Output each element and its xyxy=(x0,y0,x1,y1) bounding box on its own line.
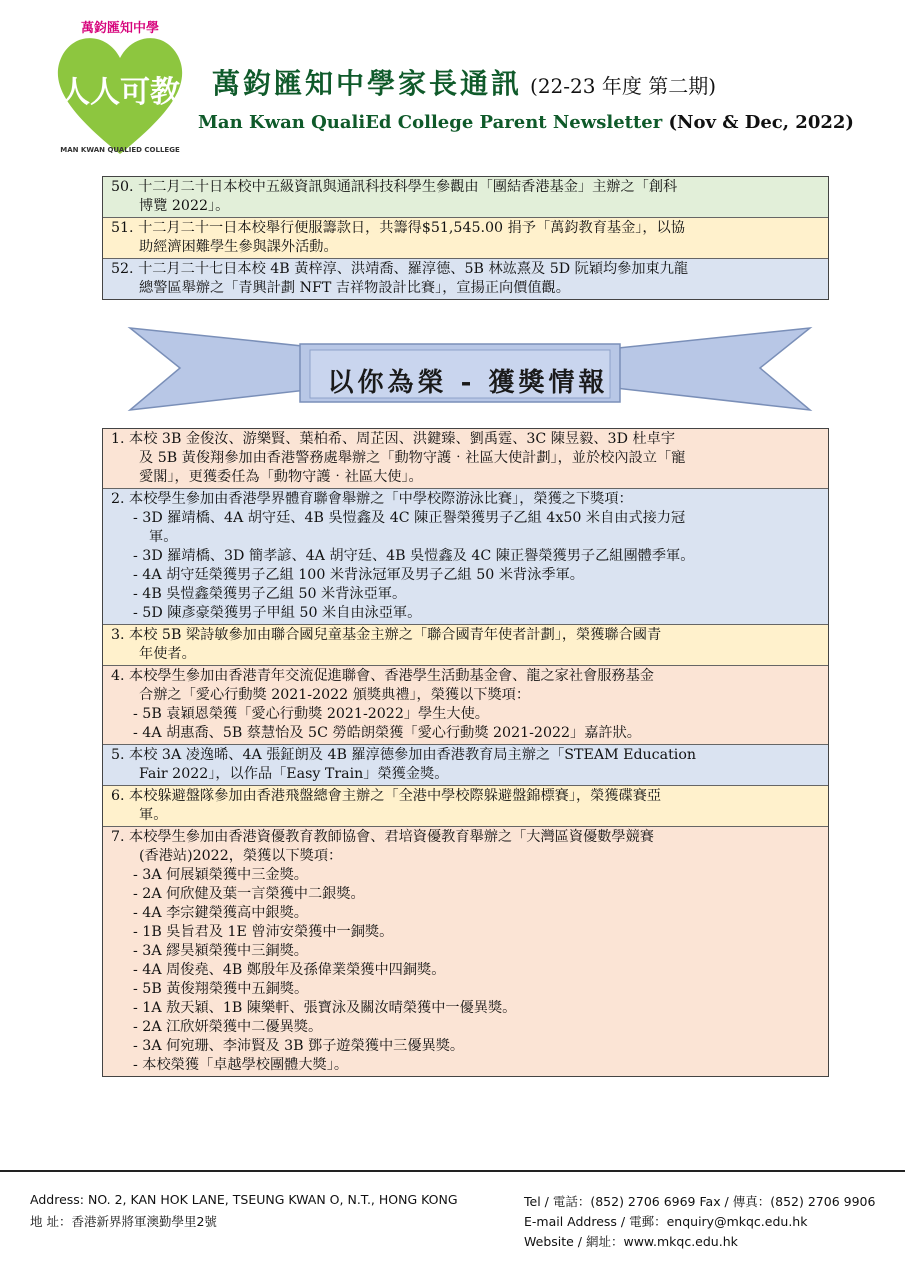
award-line: Fair 2022」，以作品「Easy Train」榮獲金獎。 xyxy=(139,766,449,782)
award-line: 4. 本校學生參加由香港青年交流促進聯會、香港學生活動基金會、龍之家社會服務基金 xyxy=(111,668,654,684)
award-item xyxy=(103,786,828,827)
email-address[interactable]: E-mail Address / 電郵：enquiry@mkqc.edu.hk xyxy=(524,1214,808,1229)
award-line: (香港站)2022，榮獲以下獎項： xyxy=(139,848,343,864)
award-line: - 5B 黃俊翔榮獲中五銅獎。 xyxy=(133,981,309,997)
award-line: - 3D 羅靖橋、3D 簡孝諺、4A 胡守廷、4B 吳愷鑫及 4C 陳正譽榮獲男子乙組團體季軍。 xyxy=(133,548,695,564)
event-line: 51. 十二月二十一日本校舉行便服籌款日，共籌得$51,545.00 捐予「萬鈞教育基金」，以協 xyxy=(111,220,685,236)
award-line: - 4A 李宗鍵榮獲高中銀獎。 xyxy=(133,905,308,921)
award-line: - 4A 胡惠喬、5B 蔡慧怡及 5C 勞皓朗榮獲「愛心行動獎 2021-2022」嘉許狀。 xyxy=(133,725,641,741)
event-item xyxy=(103,259,828,299)
award-line: 年使者。 xyxy=(139,646,196,662)
awards-table xyxy=(102,428,829,1077)
award-line: - 3D 羅靖橋、4A 胡守廷、4B 吳愷鑫及 4C 陳正譽榮獲男子乙組 4x50 米自由式接力冠 xyxy=(133,510,686,526)
logo-ring-en-text: MAN KWAN QUALIED COLLEGE xyxy=(60,146,180,154)
award-line: - 2A 何欣健及葉一言榮獲中二銀獎。 xyxy=(133,886,365,902)
award-item xyxy=(103,827,828,1076)
award-item xyxy=(103,429,828,489)
title-zh-text: 萬鈞匯知中學家長通訊 xyxy=(212,67,523,100)
award-line: - 本校榮獲「卓越學校團體大獎」。 xyxy=(133,1057,349,1073)
logo-center-text: 人人可教 xyxy=(60,75,180,110)
award-line: - 3A 繆昊潁榮獲中三銅獎。 xyxy=(133,943,308,959)
award-item xyxy=(103,625,828,666)
award-line: 5. 本校 3A 凌逸晞、4A 張鉦朗及 4B 羅淳德參加由香港教育局主辦之「STEAM Education xyxy=(111,747,697,763)
award-line: 及 5B 黃俊翔參加由香港警務處舉辦之「動物守護‧社區大使計劃」，並於校內設立「寵 xyxy=(139,450,686,466)
website-url[interactable]: Website / 網址：www.mkqc.edu.hk xyxy=(524,1234,738,1249)
event-item xyxy=(103,218,828,259)
award-line: 軍。 xyxy=(149,529,178,545)
school-logo xyxy=(40,14,200,164)
award-item xyxy=(103,666,828,745)
events-table xyxy=(102,176,829,300)
award-line: - 4A 胡守廷榮獲男子乙組 100 米背泳冠軍及男子乙組 50 米背泳季軍。 xyxy=(133,567,584,583)
award-line: - 5D 陳彥豪榮獲男子甲組 50 米自由泳亞軍。 xyxy=(133,605,422,621)
award-item xyxy=(103,745,828,786)
event-line: 助經濟困難學生參與課外活動。 xyxy=(139,239,338,255)
award-line: - 3A 何宛珊、李沛賢及 3B 鄧子遊榮獲中三優異獎。 xyxy=(133,1038,465,1054)
award-line: 2. 本校學生參加由香港學界體育聯會舉辦之「中學校際游泳比賽」，榮獲之下獎項： xyxy=(111,491,633,507)
award-line: 愛閣」，更獲委任為「動物守護‧社區大使」。 xyxy=(139,469,423,485)
award-line: 3. 本校 5B 梁詩敏參加由聯合國兒童基金主辦之「聯合國青年使者計劃」，榮獲聯合國青 xyxy=(111,627,662,643)
award-line: 7. 本校學生參加由香港資優教育教師協會、君培資優教育舉辦之「大灣區資優數學競賽 xyxy=(111,829,654,845)
newsletter-title-zh xyxy=(212,62,716,102)
event-line: 總警區舉辦之「青興計劃 NFT 吉祥物設計比賽」，宣揚正向價值觀。 xyxy=(139,280,570,296)
phone-fax: Tel / 電話：(852) 2706 6969 Fax / 傳真：(852) 2706 9906 xyxy=(524,1194,876,1209)
issue-date: (Nov & Dec, 2022) xyxy=(668,112,854,133)
address-en: Address: NO. 2, KAN HOK LANE, TSEUNG KWAN O, N.T., HONG KONG xyxy=(30,1192,458,1207)
newsletter-title-en xyxy=(198,112,854,133)
event-line: 52. 十二月二十七日本校 4B 黃梓淳、洪靖喬、羅淳德、5B 林竑熹及 5D 阮穎均參加東九龍 xyxy=(111,261,689,277)
award-line: 合辦之「愛心行動獎 2021-2022 頒獎典禮」，榮獲以下獎項： xyxy=(139,687,531,703)
award-line: - 2A 江欣妍榮獲中二優異獎。 xyxy=(133,1019,323,1035)
awards-banner-title: 以你為榮 - 獲獎情報 xyxy=(327,368,609,398)
award-line: - 3A 何展穎榮獲中三金獎。 xyxy=(133,867,308,883)
event-item xyxy=(103,177,828,218)
award-line: - 5B 袁穎恩榮獲「愛心行動獎 2021-2022」學生大使。 xyxy=(133,706,489,722)
award-line: 1. 本校 3B 金俊汝、游樂賢、葉柏希、周芷因、洪鍵臻、劉禹霆、3C 陳昱毅、3D 杜卓宇 xyxy=(111,431,676,447)
event-line: 50. 十二月二十日本校中五級資訊與通訊科技科學生參觀由「團結香港基金」主辦之「創科 xyxy=(111,179,678,195)
title-en-text: Man Kwan QualiEd College Parent Newsletter xyxy=(198,112,663,133)
award-line: - 1B 吳旨君及 1E 曾沛安榮獲中一銅獎。 xyxy=(133,924,394,940)
address-zh: 地 址：香港新界將軍澳勤學里2號 xyxy=(30,1214,217,1229)
award-line: - 4B 吳愷鑫榮獲男子乙組 50 米背泳亞軍。 xyxy=(133,586,407,602)
issue-label: (22-23 年度 第二期) xyxy=(530,74,716,98)
footer-divider xyxy=(0,1170,905,1172)
award-line: - 4A 周俊堯、4B 鄭殷年及孫偉業榮獲中四銅獎。 xyxy=(133,962,446,978)
award-item xyxy=(103,489,828,625)
award-line: 軍。 xyxy=(139,807,168,823)
logo-ring-top-text: 萬鈞匯知中學 xyxy=(80,21,160,36)
award-line: 6. 本校躲避盤隊參加由香港飛盤總會主辦之「全港中學校際躲避盤錦標賽」，榮獲碟賽亞 xyxy=(111,788,662,804)
award-line: - 1A 敖天穎、1B 陳樂軒、張寶泳及關汝晴榮獲中一優異獎。 xyxy=(133,1000,517,1016)
event-line: 博覽 2022」。 xyxy=(139,198,230,214)
